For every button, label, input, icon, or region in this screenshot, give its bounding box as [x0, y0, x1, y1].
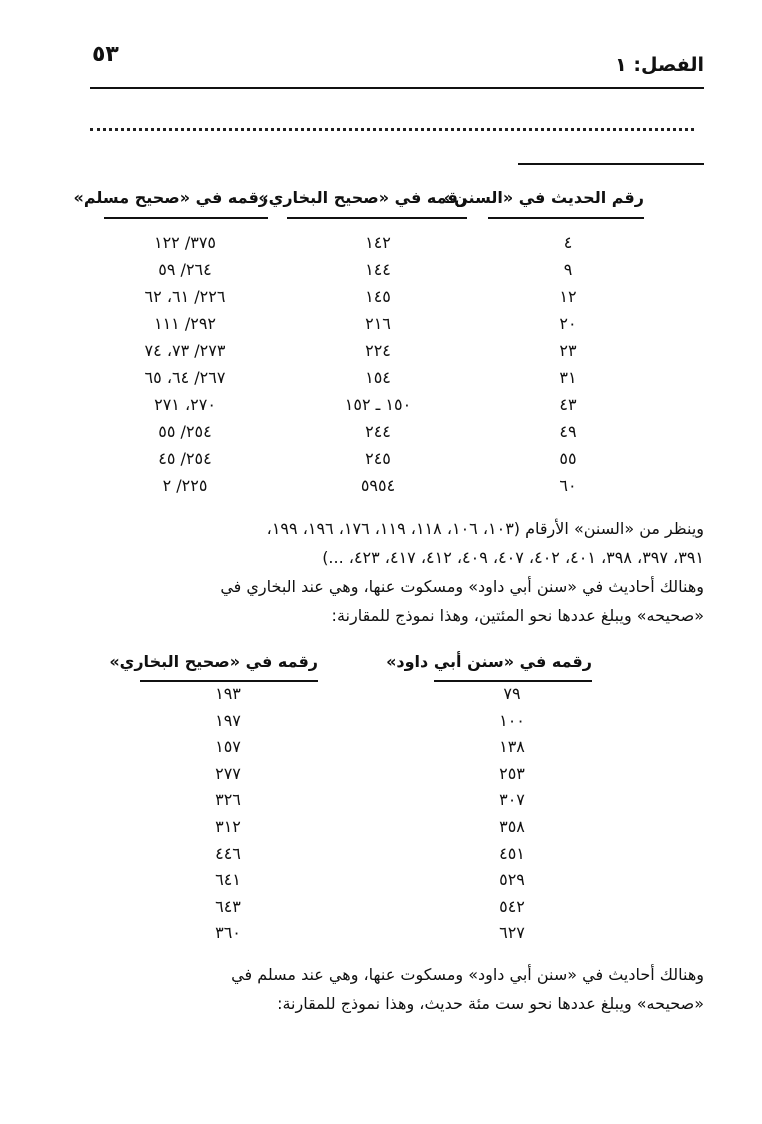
- table-cell: ٤٤٦: [215, 843, 241, 863]
- table2-column-abudawud: [462, 681, 562, 947]
- table-cell: ٣٢٦: [215, 790, 241, 810]
- table-cell: ٣٦٠: [215, 923, 241, 943]
- body-paragraph: [78, 960, 704, 1018]
- table-cell: ٤٣: [559, 395, 577, 414]
- table-cell: ١٤٥: [365, 287, 391, 306]
- table-cell: ٢١٦: [365, 314, 391, 333]
- table-cell: ٦٤١: [215, 870, 241, 890]
- table1-header-bukhari-rule: [287, 217, 467, 219]
- table-cell: ٣٥٨: [499, 816, 525, 836]
- table-cell: ١٥٧: [215, 737, 241, 757]
- table-cell: ٩: [563, 260, 573, 279]
- table-cell: ٢٤٥: [365, 449, 391, 468]
- table2-column-bukhari: [178, 681, 278, 947]
- table-cell: ٣١٢: [215, 816, 241, 836]
- table-cell: ٥٩٥٤: [360, 476, 396, 495]
- table1-header-sunan: رقم الحديث في «السنن»: [443, 188, 644, 207]
- table2-header-abudawud: رقمه في «سنن أبي داود»: [386, 652, 592, 671]
- table-cell: ٢٠: [559, 314, 577, 333]
- table-cell: ٢٥٤/ ٤٥: [158, 449, 212, 468]
- paragraph-line: وينظر من «السنن» الأرقام (١٠٣، ١٠٦، ١١٨، ١١٩، ١٧٦، ١٩٦، ١٩٩،: [266, 519, 704, 538]
- table-cell: ٢٣: [559, 341, 577, 360]
- table-cell: ٢٦٤/ ٥٩: [158, 260, 212, 279]
- table-cell: ٢٢٤: [365, 341, 391, 360]
- table-cell: ٥٥: [559, 449, 577, 468]
- table-cell: ١٥٠ ـ ١٥٢: [344, 395, 412, 414]
- table-cell: ٥٤٢: [499, 896, 525, 916]
- table-cell: ٢٢٥/ ٢: [162, 476, 208, 495]
- table-cell: ١٩٣: [215, 684, 241, 703]
- table-cell: ٢٤٤: [365, 422, 391, 441]
- table1-column-muslim: [110, 229, 260, 499]
- dotted-divider: [90, 128, 694, 131]
- table-cell: ٤: [563, 233, 573, 252]
- paragraph-line: «صحيحه» ويبلغ عددها نحو ست مئة حديث، وهذا نموذج للمقارنة:: [277, 994, 704, 1013]
- table-cell: ٤٥١: [499, 843, 525, 863]
- section-rule: [518, 163, 704, 165]
- header-rule: [90, 87, 704, 89]
- table1-header-bukhari: رقمه في «صحيح البخاري»: [258, 188, 467, 207]
- table-cell: ٥٢٩: [499, 870, 525, 890]
- table-cell: ٣١: [559, 368, 577, 387]
- table-cell: ٦٢٧: [499, 923, 525, 943]
- table-cell: ٢٩٢/ ١١١: [153, 314, 217, 333]
- paragraph-line: وهنالك أحاديث في «سنن أبي داود» ومسكوت عنها، وهي عند مسلم في: [231, 965, 704, 984]
- chapter-title: الفصل: ١: [615, 54, 704, 76]
- table-cell: ٢٧٧: [215, 763, 241, 783]
- table-cell: ٣٠٧: [499, 790, 525, 810]
- table-cell: ٢٢٦/ ٦١، ٦٢: [144, 287, 226, 306]
- paragraph-line: وهنالك أحاديث في «سنن أبي داود» ومسكوت عنها، وهي عند البخاري في: [220, 577, 704, 596]
- table-cell: ٧٩: [503, 684, 521, 703]
- body-paragraph: [78, 514, 704, 630]
- table-cell: ٢٧٠، ٢٧١: [154, 395, 216, 414]
- table1-header-sunan-rule: [488, 217, 644, 219]
- table-cell: ١٣٨: [499, 737, 525, 757]
- table1-header-muslim-rule: [104, 217, 268, 219]
- page-number: ٥٣: [92, 42, 119, 67]
- table-cell: ٢٧٣/ ٧٣، ٧٤: [144, 341, 226, 360]
- paragraph-line: ٣٩١، ٣٩٧، ٣٩٨، ٤٠١، ٤٠٢، ٤٠٧، ٤٠٩، ٤١٢، ٤١٧، ٤٢٣، ...): [322, 548, 704, 567]
- table-cell: ١٥٤: [365, 368, 391, 387]
- table1-column-sunan: [508, 229, 628, 499]
- table-cell: ٤٩: [559, 422, 577, 441]
- table-cell: ٢٥٤/ ٥٥: [158, 422, 212, 441]
- table-cell: ٣٧٥/ ١٢٢: [153, 233, 217, 252]
- table-cell: ١٩٧: [215, 710, 241, 730]
- paragraph-line: «صحيحه» ويبلغ عددها نحو المئتين، وهذا نموذج للمقارنة:: [331, 606, 704, 625]
- table2-header-bukhari: رقمه في «صحيح البخاري»: [109, 652, 318, 671]
- table-cell: ١٢: [559, 287, 577, 306]
- table-cell: ٦٤٣: [215, 896, 241, 916]
- table-cell: ٦٠: [559, 476, 577, 495]
- table1-column-bukhari: [310, 229, 446, 499]
- table-cell: ٢٦٧/ ٦٤، ٦٥: [144, 368, 226, 387]
- table-cell: ١٠٠: [499, 710, 525, 730]
- table-cell: ١٤٢: [365, 233, 391, 252]
- table1-header-muslim: رقمه في «صحيح مسلم»: [73, 188, 268, 207]
- table-cell: ٢٥٣: [499, 763, 525, 783]
- table-cell: ١٤٤: [365, 260, 391, 279]
